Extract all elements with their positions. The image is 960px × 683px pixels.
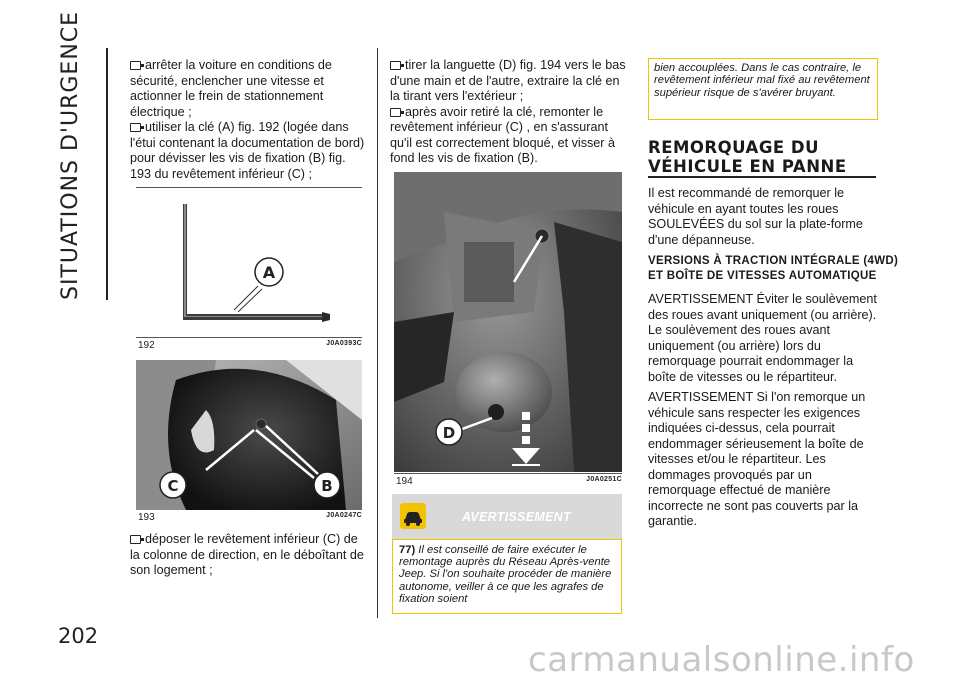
warning-box (392, 494, 622, 614)
warning-paragraph-2: AVERTISSEMENT Si l'on remorque un véhicule sans respecter les exigences indiquées ci-dessus, cela pourrait endommager sérieusement la boîte de vitesses et/ou le répartiteur. Les dommages provoqués par un remorquage effectué de manière incorrecte ne sont pas couverts par la garantie. (648, 390, 866, 528)
car-warning-icon (400, 503, 426, 529)
figure-top-rule (136, 187, 362, 188)
figure-code: J0A0251C (586, 476, 622, 483)
section-heading-rule (648, 176, 876, 178)
figure-rule (136, 337, 362, 338)
bullet-icon (130, 61, 141, 70)
watermark-text: carmanualsonline.info (528, 640, 915, 680)
bullet-item: arrêter la voiture en conditions de sécurité, enclencher une vitesse et actionner le frein de stationnement électrique ; (130, 58, 332, 119)
warning-number: 77) (399, 544, 416, 556)
callout-a-label: A (262, 263, 276, 282)
figure-194-photo (394, 172, 622, 472)
column-1-bottom-text (130, 532, 366, 579)
column-2-text (390, 58, 626, 167)
bullet-item: utiliser la clé (A) fig. 192 (logée dans l'étui contenant la documentation de bord) pour dévisser les vis de fixation (B) fig. 193 du revêtement inférieur (C) ; (130, 120, 365, 181)
warning-continuation-text: bien accouplées. Dans le cas contraire, le revêtement inférieur mal fixé au revêtement supérieur risque de s'avérer bruyant. (654, 62, 870, 99)
side-title-rule (106, 48, 108, 300)
bullet-item: après avoir retiré la clé, remonter le revêtement inférieur (C) , en s'assurant qu'il est correctement bloqué, et visser à fond les vis de fixation (B). (390, 104, 616, 165)
callout-d-label: D (442, 424, 456, 442)
section-side-title: SITUATIONS D'URGENCE (58, 10, 83, 300)
figure-192-key-image (136, 190, 362, 336)
column-divider (377, 48, 378, 618)
figure-number: 193 (138, 512, 155, 523)
callout-b-label: B (321, 477, 333, 495)
bullet-icon (390, 108, 401, 117)
figure-code: J0A0393C (326, 340, 362, 347)
bullet-icon (130, 535, 141, 544)
warning-title: AVERTISSEMENT (462, 510, 572, 524)
figure-192-caption (138, 340, 362, 351)
callout-c-label: C (167, 477, 179, 495)
bullet-item: tirer la languette (D) fig. 194 vers le bas d'une main et de l'autre, extraire la clé en la tirant vers l'extérieur ; (390, 58, 626, 103)
warning-continuation-box (648, 58, 878, 120)
figure-193-photo (136, 360, 362, 510)
warning-paragraph-1: AVERTISSEMENT Éviter le soulèvement des roues avant uniquement (ou arrière). Le soulèvement des roues avant uniquement (ou arrière) lors du remorquage pourrait endommager la boîte de vitesses ou le répartiteur. (648, 292, 877, 384)
warning-text: Il est conseillé de faire exécuter le remontage auprès du Réseau Après-vente Jeep. Si l'on souhaite procéder de manière autonome, veiller à ce que les agrafes de fixation soient (399, 544, 612, 605)
figure-193-caption (138, 512, 362, 523)
figure-number: 194 (396, 476, 413, 487)
sub-heading: VERSIONS À TRACTION INTÉGRALE (4WD) ET BOÎTE DE VITESSES AUTOMATIQUE (648, 255, 899, 282)
warning-header (392, 494, 622, 539)
figure-rule (394, 473, 622, 474)
column-1-top-text (130, 58, 366, 182)
page-number: 202 (58, 624, 99, 648)
figure-code: J0A0247C (326, 512, 362, 519)
figure-number: 192 (138, 340, 155, 351)
figure-194-caption (396, 476, 622, 487)
warning-body (392, 539, 622, 614)
intro-paragraph: Il est recommandé de remorquer le véhicule en ayant toutes les roues SOULEVÉES du sol sur la plate-forme d'une dépanneuse. (648, 186, 863, 247)
bullet-item: déposer le revêtement inférieur (C) de la colonne de direction, en le déboîtant de son logement ; (130, 532, 364, 577)
section-heading: REMORQUAGE DU VÉHICULE EN PANNE (648, 138, 847, 176)
bullet-icon (130, 123, 141, 132)
bullet-icon (390, 61, 401, 70)
